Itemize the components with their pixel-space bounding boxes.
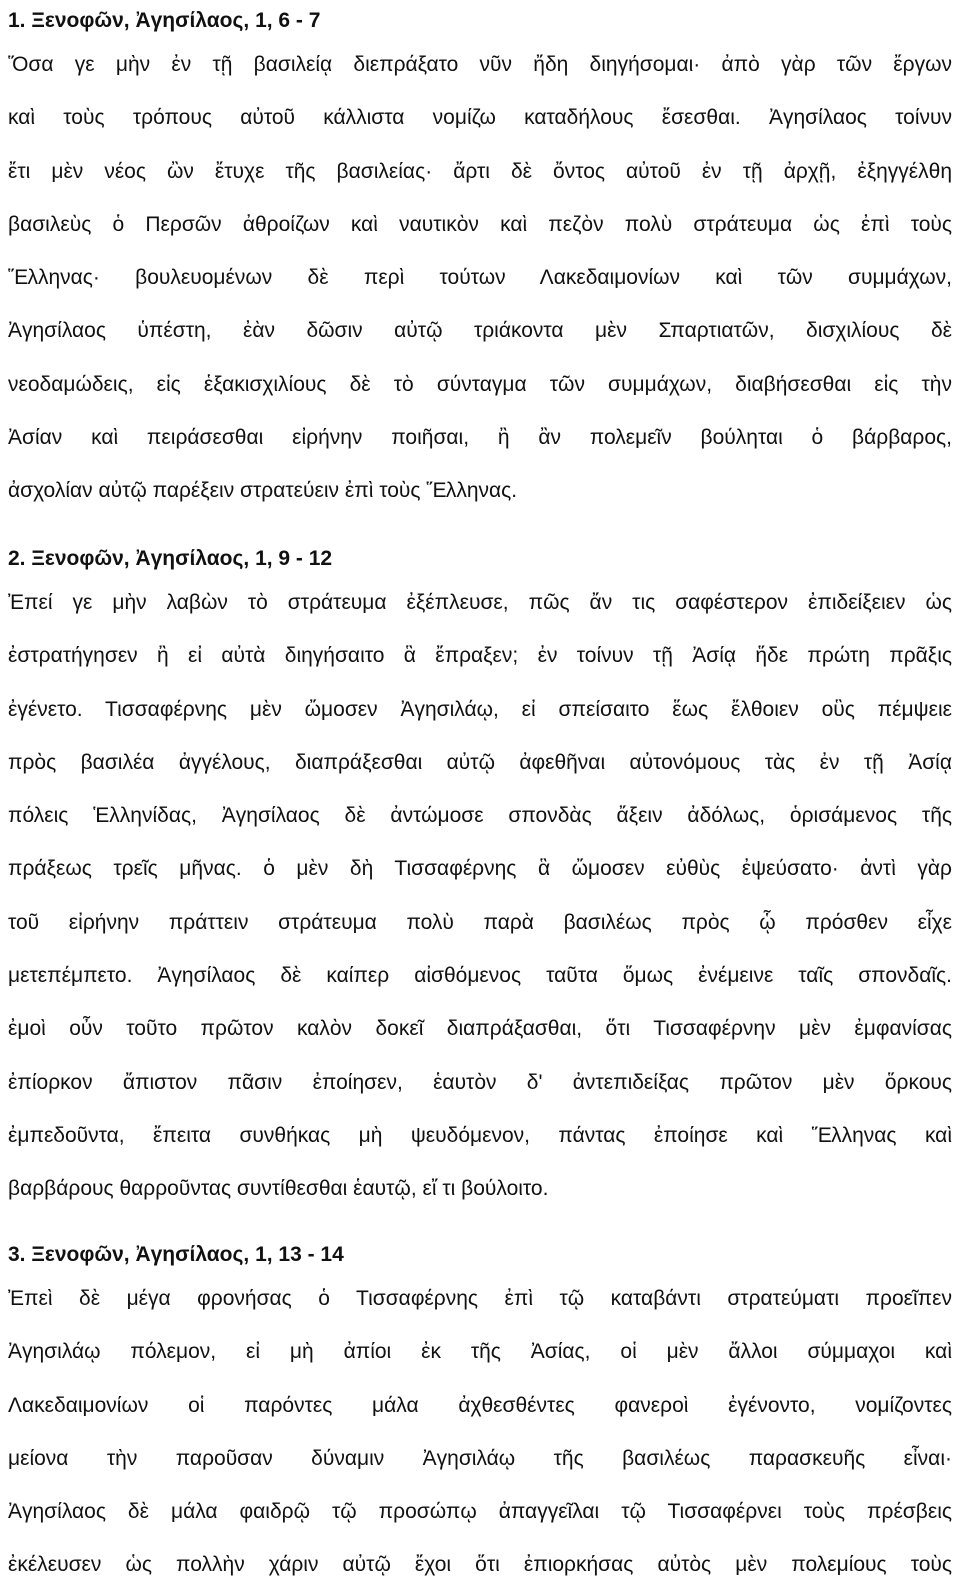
section-1 [8, 4, 952, 518]
text-line: πρὸς βασιλέα ἀγγέλους, διαπράξεσθαι αὐτῷ ἀφεθῆναι αὐτονόμους τὰς ἐν τῇ Ἀσίᾳ [8, 750, 952, 774]
text-line: Ἕλληνας· βουλευομένων δὲ περὶ τούτων Λακεδαιμονίων καὶ τῶν συμμάχων, [8, 266, 952, 290]
text-line: τοῦ εἰρήνην πράττειν στράτευμα πολὺ παρὰ βασιλέως πρὸς ᾧ πρόσθεν εἶχε [8, 910, 952, 934]
text-line: Λακεδαιμονίων οἱ παρόντες μάλα ἀχθεσθέντες φανεροὶ ἐγένοντο, νομίζοντες [8, 1393, 952, 1417]
text-line: Ἐπεὶ δὲ μέγα φρονήσας ὁ Τισσαφέρνης ἐπὶ τῷ καταβάντι στρατεύματι προεῖπεν [8, 1287, 952, 1310]
text-line: ἐκέλευσεν ὡς πολλὴν χάριν αὐτῷ ἔχοι ὅτι ἐπιορκήσας αὐτὸς μὲν πολεμίους τοὺς [8, 1553, 952, 1577]
text-line: Ἀγησίλαος δὲ μάλα φαιδρῷ τῷ προσώπῳ ἀπαγγεῖλαι τῷ Τισσαφέρνει τοὺς πρέσβεις [8, 1500, 952, 1524]
text-line: Ἀγησίλαος ὑπέστη, ἐὰν δῶσιν αὐτῷ τριάκοντα μὲν Σπαρτιατῶν, δισχιλίους δὲ [8, 319, 952, 343]
text-line: ἐμπεδοῦντα, ἔπειτα συνθήκας μὴ ψευδόμενον, πάντας ἐποίησε καὶ Ἕλληνας καὶ [8, 1123, 952, 1147]
section-2 [8, 542, 952, 1216]
text-line: Ὅσα γε μὴν ἐν τῇ βασιλείᾳ διεπράξατο νῦν ἤδη διηγήσομαι· ἀπὸ γὰρ τῶν ἔργων [8, 53, 952, 76]
text-line: πόλεις Ἑλληνίδας, Ἀγησίλαος δὲ ἀντώμοσε σπονδὰς ἄξειν ἀδόλως, ὁρισάμενος τῆς [8, 804, 952, 828]
section-2-text [8, 576, 952, 1216]
text-line: Ἀσίαν καὶ πειράσεσθαι εἰρήνην ποιῆσαι, ἢ ἂν πολεμεῖν βούληται ὁ βάρβαρος, [8, 426, 952, 450]
text-line: ἀσχολίαν αὐτῷ παρέξειν στρατεύειν ἐπὶ τοὺς Ἕλληνας. [8, 479, 518, 503]
text-line: καὶ τοὺς τρόπους αὐτοῦ κάλλιστα νομίζω καταδήλους ἔσεσθαι. Ἀγησίλαος τοίνυν [8, 106, 952, 130]
text-line: μείονα τὴν παροῦσαν δύναμιν Ἀγησιλάῳ τῆς βασιλέως παρασκευῆς εἶναι· [8, 1446, 952, 1470]
text-line: Ἀγησιλάῳ πόλεμον, εἰ μὴ ἀπίοι ἐκ τῆς Ἀσίας, οἱ μὲν ἄλλοι σύμμαχοι καὶ [8, 1340, 952, 1364]
text-line: ἐγένετο. Τισσαφέρνης μὲν ὤμοσεν Ἀγησιλάῳ, εἰ σπείσαιτο ἕως ἔλθοιεν οὓς πέμψειε [8, 697, 952, 721]
section-3-text [8, 1272, 952, 1592]
section-1-heading: 1. Ξενοφῶν, Ἀγησίλαος, 1, 6 - 7 [8, 9, 321, 32]
text-line: βασιλεὺς ὁ Περσῶν ἀθροίζων καὶ ναυτικὸν καὶ πεζὸν πολὺ στράτευμα ὡς ἐπὶ τοὺς [8, 212, 952, 236]
text-line: ἐμοὶ οὖν τοῦτο πρῶτον καλὸν δοκεῖ διαπράξασθαι, ὅτι Τισσαφέρνην μὲν ἐμφανίσας [8, 1017, 952, 1041]
text-line: νεοδαμώδεις, εἰς ἑξακισχιλίους δὲ τὸ σύνταγμα τῶν συμμάχων, διαβήσεσθαι εἰς τὴν [8, 372, 952, 396]
text-line: Ἐπεί γε μὴν λαβὼν τὸ στράτευμα ἐξέπλευσε, πῶς ἄν τις σαφέστερον ἐπιδείξειεν ὡς [8, 591, 952, 614]
section-1-text [8, 38, 952, 518]
text-line: ἐστρατήγησεν ἢ εἰ αὐτὰ διηγήσαιτο ἃ ἔπραξεν; ἐν τοίνυν τῇ Ἀσίᾳ ἥδε πρώτη πρᾶξις [8, 644, 952, 668]
section-3-heading: 3. Ξενοφῶν, Ἀγησίλαος, 1, 13 - 14 [8, 1243, 344, 1266]
section-2-heading: 2. Ξενοφῶν, Ἀγησίλαος, 1, 9 - 12 [8, 547, 333, 570]
text-line: ἐπίορκον ἄπιστον πᾶσιν ἐποίησεν, ἑαυτὸν δ' ἀντεπιδείξας πρῶτον μὲν ὅρκους [8, 1070, 952, 1094]
section-3 [8, 1238, 952, 1592]
text-line: πράξεως τρεῖς μῆνας. ὁ μὲν δὴ Τισσαφέρνης ἃ ὤμοσεν εὐθὺς ἐψεύσατο· ἀντὶ γὰρ [8, 857, 952, 881]
text-line: βαρβάρους θαρροῦντας συντίθεσθαι ἑαυτῷ, εἴ τι βούλοιτο. [8, 1177, 549, 1201]
text-line: ἔτι μὲν νέος ὢν ἔτυχε τῆς βασιλείας· ἄρτι δὲ ὄντος αὐτοῦ ἐν τῇ ἀρχῇ, ἐξηγγέλθη [8, 159, 952, 183]
text-line: μετεπέμπετο. Ἀγησίλαος δὲ καίπερ αἰσθόμενος ταῦτα ὅμως ἐνέμεινε ταῖς σπονδαῖς. [8, 964, 952, 988]
